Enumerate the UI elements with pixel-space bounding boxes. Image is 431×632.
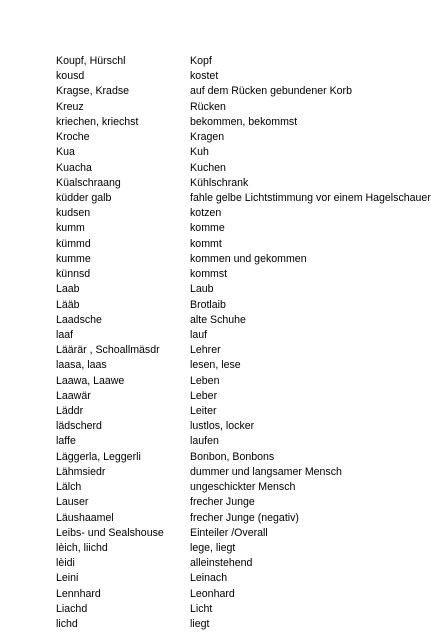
glossary-row (56, 176, 386, 191)
glossary-row (56, 419, 386, 434)
glossary-row (56, 587, 386, 602)
german-meaning: Leiter (190, 405, 217, 418)
glossary-row (56, 206, 386, 221)
dialect-term: Leibs- und Sealshouse (56, 526, 164, 539)
dialect-term: Lälch (56, 481, 82, 494)
german-meaning: lege, liegt (190, 542, 236, 554)
german-meaning: komme (190, 222, 225, 235)
german-meaning: lauf (190, 328, 208, 341)
dialect-term: künnsd (56, 268, 91, 281)
german-meaning: Kopf (190, 55, 212, 67)
glossary-row (56, 571, 386, 586)
glossary-row (56, 617, 386, 632)
glossary-row (56, 84, 386, 99)
glossary-row (56, 465, 386, 480)
german-meaning: Bonbon, Bonbons (190, 450, 275, 463)
german-meaning: Laub (190, 283, 214, 296)
german-meaning: laufen (190, 435, 219, 448)
german-meaning: alleinstehend (190, 557, 253, 570)
german-meaning: Leben (190, 374, 220, 387)
dialect-term: Laab (56, 283, 80, 296)
glossary-row (56, 358, 386, 373)
glossary-row (56, 602, 386, 617)
dialect-term: Lääb (56, 298, 80, 311)
glossary-row (56, 313, 386, 328)
german-meaning: Leonhard (190, 587, 235, 600)
glossary-row (56, 54, 386, 69)
glossary-row (56, 69, 386, 84)
glossary-row (56, 252, 386, 267)
glossary-row (56, 526, 386, 541)
dialect-term: Laadsche (56, 313, 102, 326)
german-meaning: kommt (190, 237, 222, 250)
dialect-term: laffe (56, 435, 76, 448)
glossary-row (56, 343, 386, 358)
glossary-row (56, 450, 386, 465)
dialect-term: Lennhard (56, 587, 101, 600)
glossary-row (56, 221, 386, 236)
glossary-row (56, 282, 386, 297)
dialect-term: küdder galb (56, 191, 112, 204)
german-meaning: Lehrer (190, 344, 221, 357)
dialect-term: laaf (56, 328, 74, 341)
german-meaning: ungeschickter Mensch (190, 481, 296, 494)
german-meaning: Leinach (190, 572, 228, 585)
glossary-row (56, 404, 386, 419)
german-meaning: kotzen (190, 207, 222, 220)
german-meaning: kommen und gekommen (190, 252, 307, 265)
glossary-row (56, 130, 386, 145)
glossary-row (56, 267, 386, 282)
glossary-row (56, 191, 431, 206)
dialect-term: Laawär (56, 389, 91, 402)
german-meaning: auf dem Rücken gebundener Korb (190, 85, 352, 98)
glossary-row (56, 100, 386, 115)
glossary-row (56, 237, 386, 252)
german-meaning: Rücken (190, 100, 226, 113)
dialect-term: kümmd (56, 237, 91, 250)
dialect-term: Liachd (56, 602, 88, 615)
dialect-term: kousd (56, 70, 85, 83)
glossary-row (56, 145, 386, 160)
glossary-row (56, 374, 386, 389)
german-meaning: Kuchen (190, 161, 226, 174)
german-meaning: Kragen (190, 131, 225, 144)
dialect-term: Lauser (56, 496, 89, 509)
german-meaning: fahle gelbe Lichtstimmung vor einem Hagelschauer (190, 191, 431, 204)
dialect-term: Kreuz (56, 100, 84, 113)
glossary-row (56, 541, 386, 556)
glossary-row (56, 298, 386, 313)
dialect-term: laasa, laas (56, 359, 107, 372)
german-meaning: Kühlschrank (190, 176, 249, 189)
glossary-row (56, 389, 386, 404)
glossary-row (56, 434, 386, 449)
german-meaning: kommst (190, 268, 228, 281)
dialect-term: Läushaamel (56, 511, 114, 524)
dialect-term: Kuacha (56, 161, 92, 174)
german-meaning: Brotlaib (190, 298, 226, 311)
german-meaning: frecher Junge (190, 496, 255, 509)
dialect-term: lichd (56, 618, 78, 631)
dialect-term: Kroche (56, 131, 90, 144)
glossary-list (56, 54, 431, 632)
dialect-term: lèich, liichd (56, 542, 108, 554)
dialect-term: Kua (56, 146, 75, 159)
dialect-term: lèidi (56, 557, 75, 570)
german-meaning: Licht (190, 602, 213, 615)
german-meaning: Einteiler /Overall (190, 526, 268, 539)
glossary-row (56, 480, 386, 495)
glossary-row (56, 115, 386, 130)
dialect-term: kriechen, kriechst (56, 115, 139, 128)
dialect-term: kumm (56, 222, 85, 235)
german-meaning: liegt (190, 618, 210, 631)
glossary-row (56, 495, 386, 510)
german-meaning: lesen, lese (190, 359, 241, 372)
german-meaning: kostet (190, 70, 219, 83)
german-meaning: alte Schuhe (190, 313, 246, 326)
german-meaning: Leber (190, 389, 218, 402)
dialect-term: Küalschraang (56, 176, 121, 189)
dialect-term: kudsen (56, 207, 91, 220)
german-meaning: Kuh (190, 146, 209, 159)
german-meaning: bekommen, bekommst (190, 115, 298, 128)
dialect-term: Koupf, Hürschl (56, 55, 126, 67)
dialect-term: Läggerla, Leggerli (56, 450, 141, 463)
glossary-row (56, 161, 386, 176)
glossary-row (56, 556, 386, 571)
dialect-term: Kragse, Kradse (56, 85, 130, 98)
dialect-term: lädscherd (56, 420, 102, 433)
dialect-term: Läärär , Schoallmäsdr (56, 344, 160, 357)
dialect-term: Leini (56, 572, 79, 585)
dialect-term: Laawa, Laawe (56, 374, 125, 387)
glossary-row (56, 328, 386, 343)
dialect-term: Lähmsiedr (56, 465, 106, 478)
german-meaning: frecher Junge (negativ) (190, 511, 299, 524)
german-meaning: dummer und langsamer Mensch (190, 465, 342, 478)
glossary-row (56, 511, 386, 526)
german-meaning: lustlos, locker (190, 420, 255, 433)
dialect-term: kumme (56, 252, 91, 265)
dialect-term: Läddr (56, 405, 84, 418)
